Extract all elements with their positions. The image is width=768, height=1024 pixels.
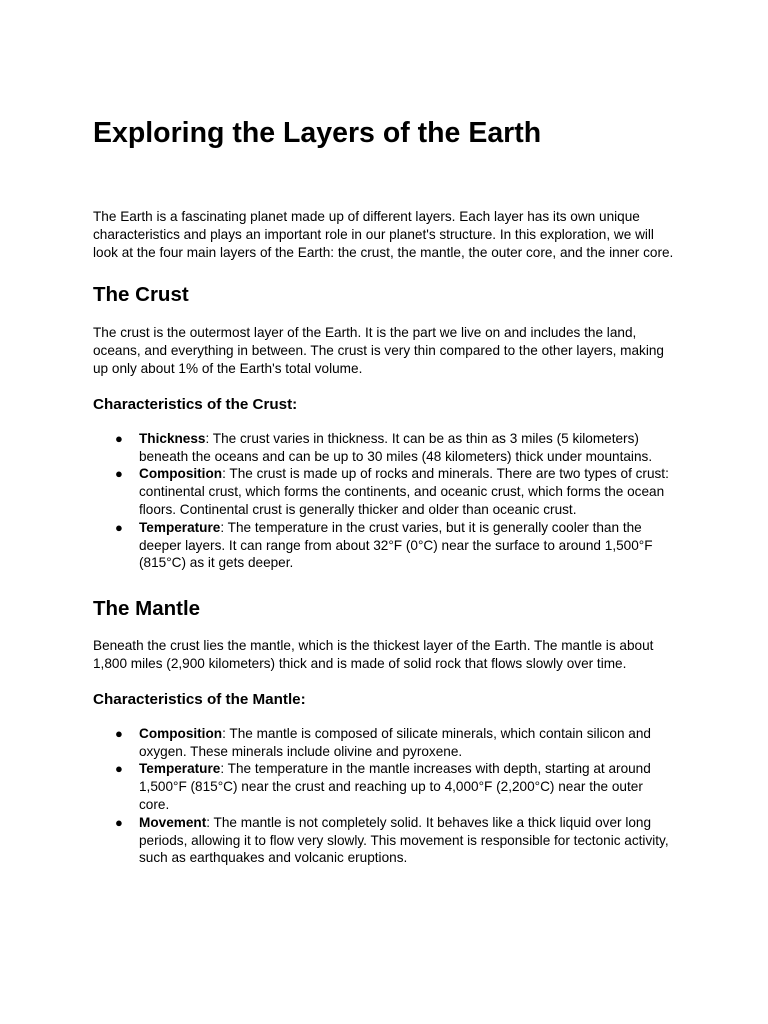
list-item-text: : The crust is made up of rocks and minerals. There are two types of crust: continental crust, which forms the continents, and oceanic crust, which forms the ocean floors. Continental crust is generally thicker and older than oceanic crust.	[139, 466, 669, 517]
list-item-text: : The mantle is composed of silicate minerals, which contain silicon and oxygen. These minerals include olivine and pyroxene.	[139, 725, 651, 759]
list-item	[115, 430, 676, 466]
bullet-icon: ●	[115, 761, 123, 777]
bullet-icon: ●	[115, 466, 123, 482]
bullet-icon: ●	[115, 814, 123, 830]
list-item-text: : The temperature in the mantle increases with depth, starting at around 1,500°F (815°C) near the crust and reaching up to 4,000°F (2,200°C) near the outer core.	[139, 761, 651, 812]
mantle-characteristics-heading: Characteristics of the Mantle:	[93, 690, 306, 708]
list-item	[115, 519, 676, 572]
list-item-term: Composition	[139, 725, 223, 741]
list-item	[115, 760, 676, 813]
list-item-term: Thickness	[139, 430, 206, 446]
list-item-term: Movement	[139, 814, 207, 830]
list-item-text: : The crust varies in thickness. It can be as thin as 3 miles (5 kilometers) beneath the oceans and can be up to 30 miles (48 kilometers) thick under mountains.	[139, 430, 653, 464]
bullet-icon: ●	[115, 519, 123, 535]
bullet-icon: ●	[115, 430, 123, 446]
mantle-heading: The Mantle	[93, 597, 201, 621]
mantle-intro-paragraph: Beneath the crust lies the mantle, which is the thickest layer of the Earth. The mantle is about 1,800 miles (2,900 kilometers) thick and is made of solid rock that flows slowly over time.	[93, 638, 654, 671]
intro-paragraph: The Earth is a fascinating planet made up of different layers. Each layer has its own unique characteristics and plays an important role in our planet's structure. In this exploration, we will look at the four main layers of the Earth: the crust, the mantle, the outer core, and the inner core.	[93, 209, 674, 260]
bullet-icon: ●	[115, 725, 123, 741]
list-item	[115, 814, 676, 867]
document-title: Exploring the Layers of the Earth	[93, 117, 542, 149]
crust-characteristics-list	[93, 430, 676, 572]
list-item-text: : The mantle is not completely solid. It behaves like a thick liquid over long periods, allowing it to flow very slowly. This movement is responsible for tectonic activity, such as earthquakes and volcanic eruptions.	[139, 814, 669, 866]
list-item	[115, 465, 676, 518]
list-item-term: Temperature	[139, 761, 221, 777]
list-item-term: Temperature	[139, 519, 221, 535]
list-item-term: Composition	[139, 466, 223, 482]
mantle-characteristics-list	[93, 725, 676, 867]
crust-characteristics-heading: Characteristics of the Crust:	[93, 395, 298, 413]
crust-heading: The Crust	[93, 283, 189, 307]
crust-intro-paragraph: The crust is the outermost layer of the Earth. It is the part we live on and includes the land, oceans, and everything in between. The crust is very thin compared to the other layers, making up only about 1% of the Earth's total volume.	[93, 325, 664, 376]
list-item-text: : The temperature in the crust varies, but it is generally cooler than the deeper layers. It can range from about 32°F (0°C) near the surface to around 1,500°F (815°C) as it gets deeper.	[139, 519, 653, 571]
list-item	[115, 725, 676, 761]
